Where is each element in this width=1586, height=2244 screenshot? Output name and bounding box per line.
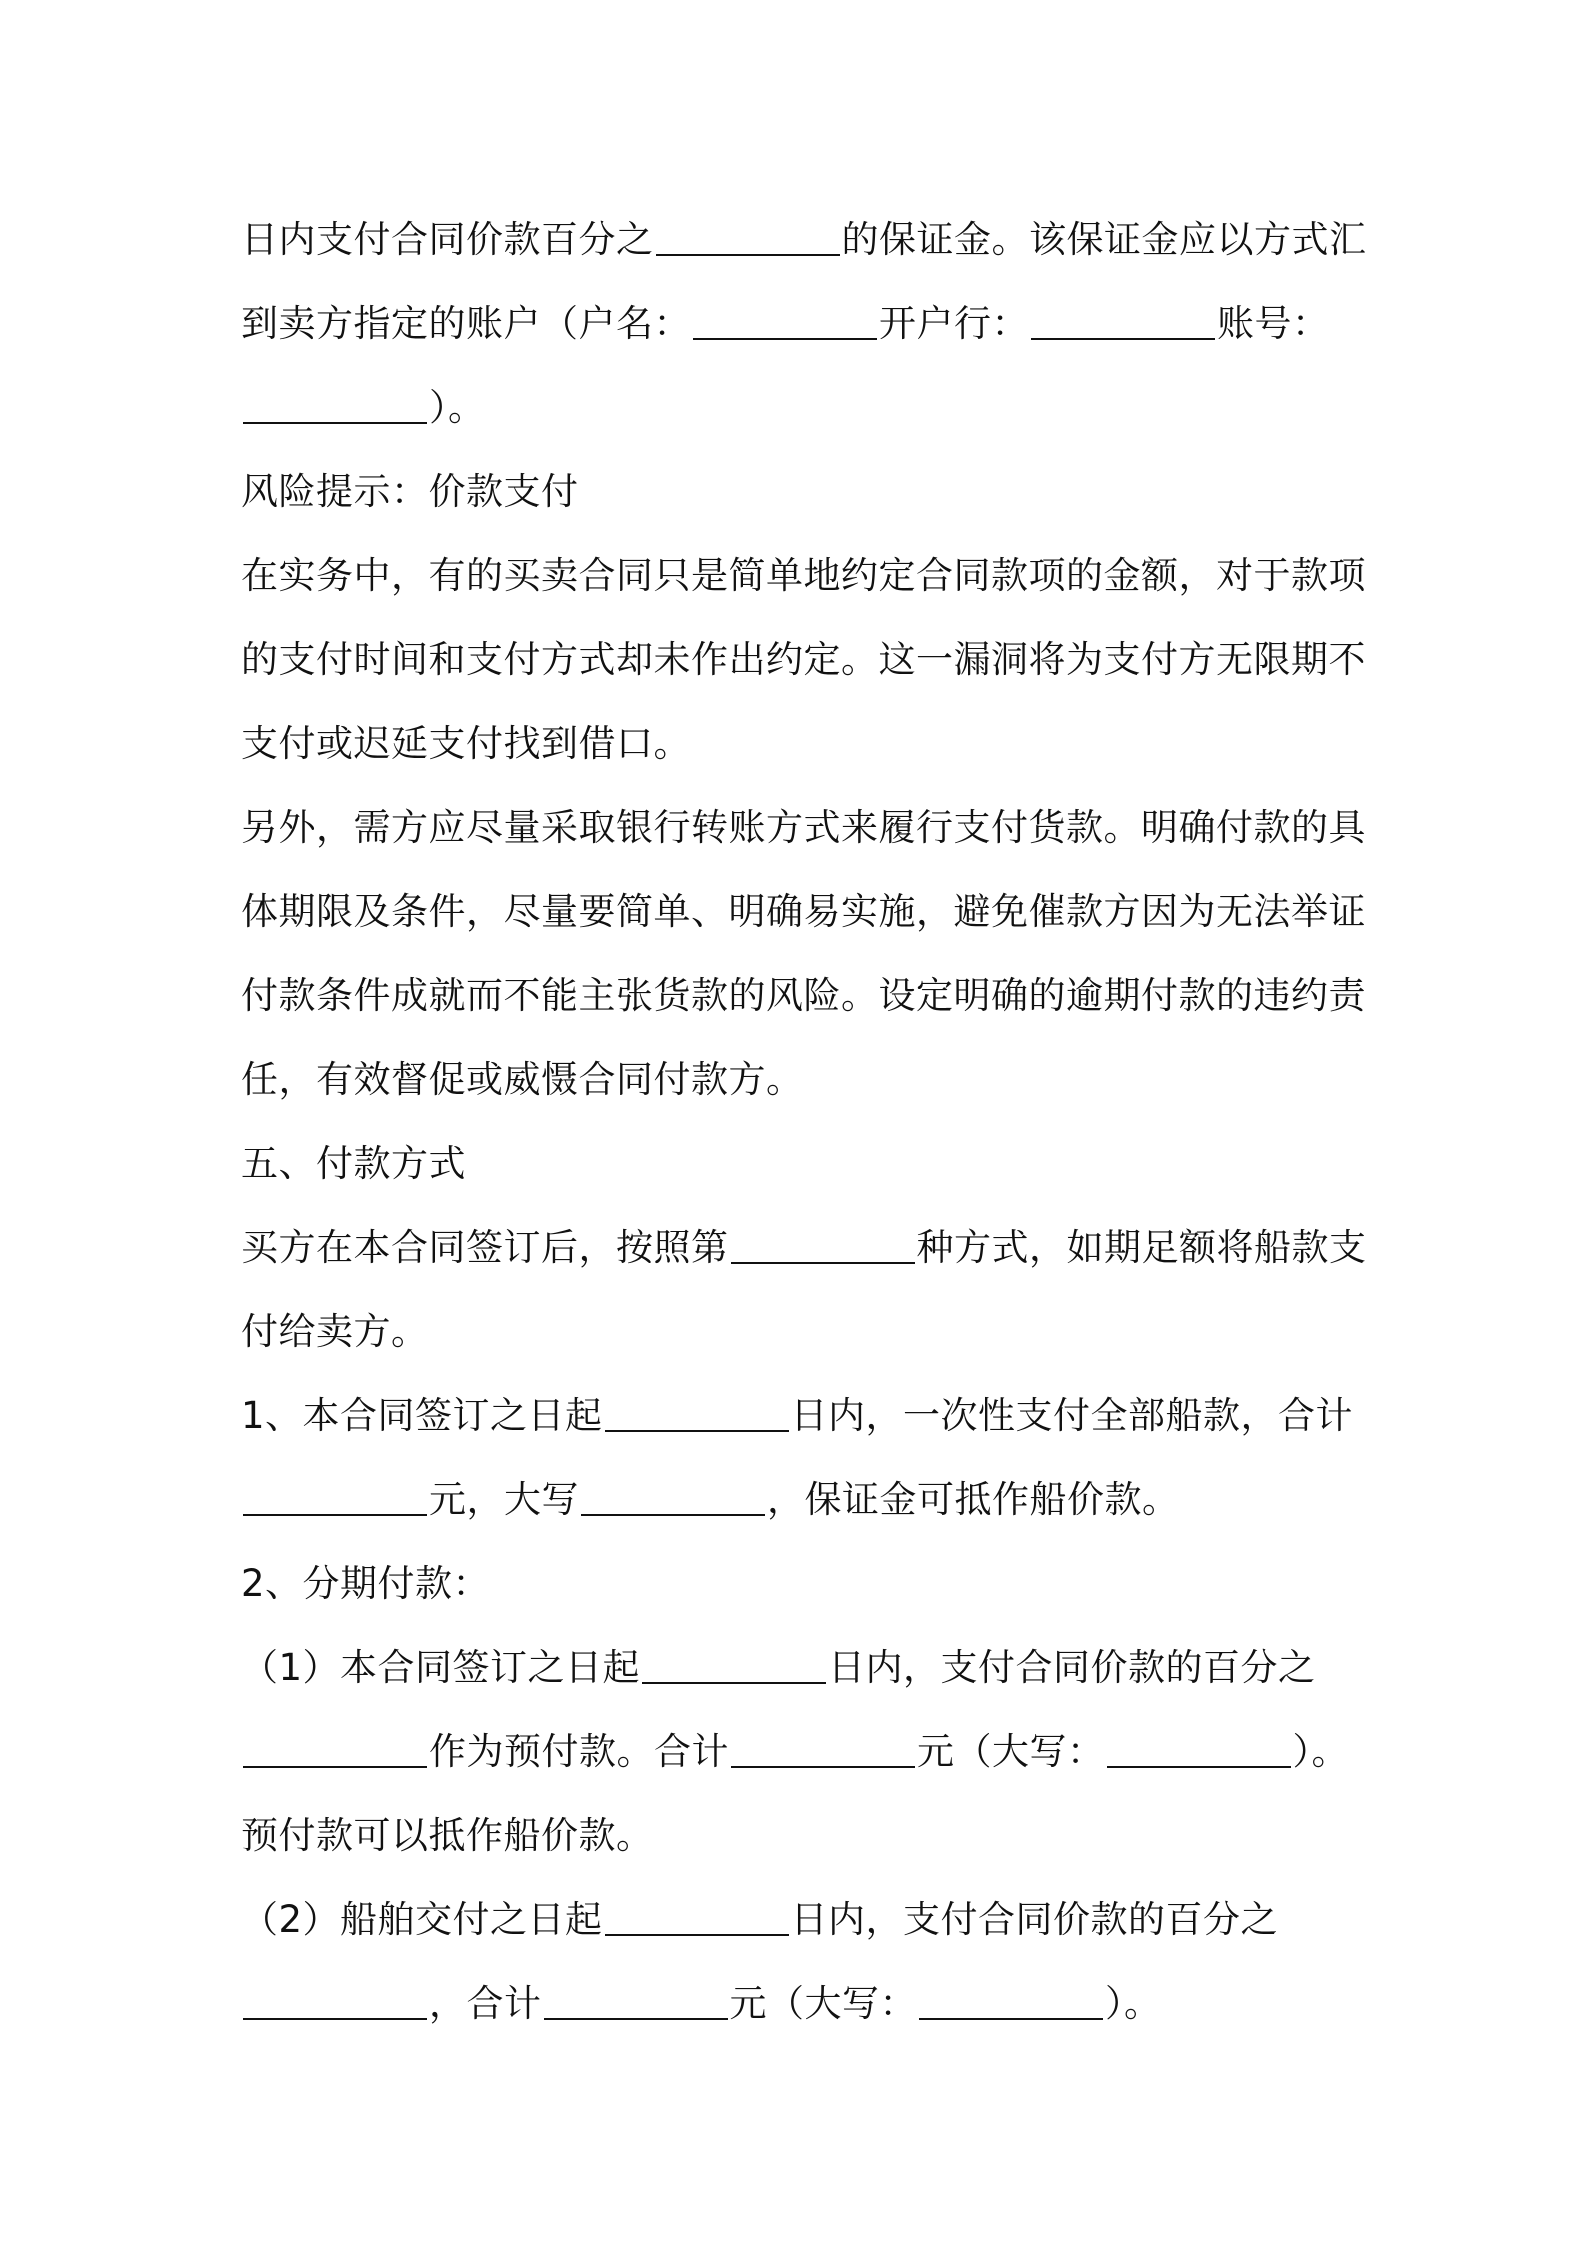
text-line [241,1290,1356,1374]
text-line [241,1878,1356,1962]
text-segment: 日内，一次性支付全部船款，合计 [790,1394,1354,1437]
text-segment: 买方在本合同签订后，按照第 [241,1226,729,1269]
text-segment: 五、付款方式 [241,1142,466,1185]
text-line [241,198,1367,282]
text-segment: ）。 [429,386,486,429]
text-line [241,282,1356,366]
text-segment: 预付款可以抵作船价款。 [241,1814,654,1857]
text-line [241,702,1356,786]
blank-field [581,1478,765,1516]
text-segment: 2、分期付款： [241,1562,491,1605]
blank-field [656,218,840,256]
blank-field [642,1646,826,1684]
text-segment: 风险提示：价款支付 [241,470,579,513]
text-segment: 元（大写： [917,1730,1105,1773]
text-line [241,1626,1356,1710]
text-segment: 账号： [1217,302,1330,345]
text-segment: 付款条件成就而不能主张货款的风险。设定明确的逾期付款的违约责 [241,974,1366,1017]
blank-field [693,302,877,340]
text-segment: ，合计 [429,1982,542,2025]
text-line [241,618,1366,702]
text-line [241,1458,1356,1542]
text-segment: 作为预付款。合计 [429,1730,729,1773]
text-segment: 支付或迟延支付找到借口。 [241,722,691,765]
text-line [241,1542,1356,1626]
blank-field [243,1478,427,1516]
text-line [241,1710,1356,1794]
blank-field [1107,1730,1291,1768]
blank-field [605,1898,789,1936]
text-segment: ）。 [1105,1982,1162,2025]
blank-field [731,1730,915,1768]
text-segment: （2）船舶交付之日起 [241,1898,603,1941]
text-segment: 1、本合同签订之日起 [241,1394,603,1437]
text-line [241,1374,1356,1458]
text-segment: 任，有效督促或威慑合同付款方。 [241,1058,804,1101]
text-segment: 的支付时间和支付方式却未作出约定。这一漏洞将为支付方无限期不 [241,638,1366,681]
document-body [241,198,1367,2046]
text-line [241,1962,1356,2046]
text-segment: 体期限及条件，尽量要简单、明确易实施，避免催款方因为无法举证 [241,890,1366,933]
text-segment: （1）本合同签订之日起 [241,1646,641,1689]
blank-field [919,1982,1103,2020]
text-line [241,954,1366,1038]
text-line [241,1206,1367,1290]
section-heading [241,450,1356,534]
blank-field [544,1982,728,2020]
text-segment: 日内，支付合同价款的百分之 [790,1898,1279,1941]
text-segment: 另外，需方应尽量采取银行转账方式来履行支付货款。明确付款的具 [241,806,1366,849]
section-heading [241,1122,1356,1206]
text-segment: 在实务中，有的买卖合同只是简单地约定合同款项的金额，对于款项 [241,554,1366,597]
blank-field [243,1982,427,2020]
text-segment: 种方式，如期足额将船款支 [916,1226,1367,1269]
text-segment: 日内支付合同价款百分之 [241,218,654,261]
text-segment: ，保证金可抵作船价款。 [767,1478,1180,1521]
text-segment: 的保证金。该保证金应以方式汇 [841,218,1367,261]
text-line [241,1794,1356,1878]
text-line [241,870,1366,954]
text-line [241,786,1366,870]
text-segment: 元，大写 [429,1478,579,1521]
blank-field [605,1394,789,1432]
text-line [241,534,1366,618]
blank-field [243,386,427,424]
blank-field [243,1730,427,1768]
text-line [241,1038,1356,1122]
blank-field [731,1226,915,1264]
text-segment: 元（大写： [729,1982,917,2025]
text-segment: 日内，支付合同价款的百分之 [828,1646,1316,1689]
text-segment: 付给卖方。 [241,1310,429,1353]
text-line [241,366,1356,450]
blank-field [1031,302,1215,340]
text-segment: 到卖方指定的账户（户名： [241,302,691,345]
text-segment: ）。 [1292,1730,1349,1773]
text-segment: 开户行： [879,302,1029,345]
